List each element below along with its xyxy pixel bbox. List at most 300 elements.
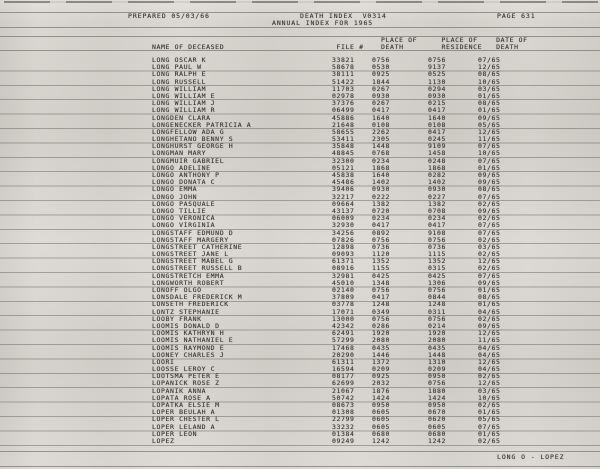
page-title: DEATH INDEX V0314 [300,12,387,20]
table-row [0,201,600,208]
cell-place-of-death: 1242 [372,436,391,445]
cell-date-of-death: 08/65 [478,70,501,79]
cell-date-of-death: 01/65 [478,408,501,417]
cell-place-of-death: 0605 [372,408,391,417]
cell-file-number: 13000 [332,314,355,323]
table-row [0,345,600,352]
cell-date-of-death: 09/65 [478,278,501,287]
cell-place-of-death: 1640 [372,113,391,122]
table-row [0,115,600,122]
cell-file-number: 39406 [332,185,355,194]
cell-date-of-death: 11/65 [478,135,501,144]
cell-file-number: 62699 [332,379,355,388]
cell-place-of-death: 2032 [372,379,391,388]
cell-name: LOPANICK ROSE Z [152,379,220,388]
cell-name: LONGSTREET RUSSELL B [152,264,243,273]
table-row [0,431,600,438]
table-row [0,265,600,272]
cell-name: LOPEZ [152,436,175,445]
table-row [0,309,600,316]
cell-place-of-death: 1424 [372,393,391,402]
cell-place-of-death: 0530 [372,63,391,72]
table-row [0,273,600,280]
cell-place-of-residence: 0108 [428,120,447,129]
cell-place-of-death: 0756 [372,235,391,244]
cell-place-of-death: 0756 [372,286,391,294]
cell-name: LONG OSCAR K [152,56,207,64]
cell-place-of-death: 0222 [372,192,391,201]
cell-name: LOPANIK ANNA [152,386,207,395]
col-header-date-of-death-1: DATE OF [496,36,528,44]
cell-file-number: 45010 [332,278,355,287]
cell-name: LONGENECKER PATRICIA A [152,120,252,129]
cell-place-of-death: 0267 [372,99,391,108]
cell-file-number: 37809 [332,293,355,302]
cell-name: LONGO TILLIE [152,206,207,215]
cell-date-of-death: 05/65 [478,415,501,424]
cell-place-of-residence: 0209 [428,365,447,374]
cell-place-of-residence: 0620 [428,415,447,424]
cell-place-of-death: 0756 [372,314,391,323]
cell-place-of-death: 2080 [372,336,391,345]
index-table-body [0,57,600,446]
cell-place-of-residence: 1115 [428,250,447,259]
cell-file-number: 05121 [332,163,355,172]
cell-file-number: 61371 [332,257,355,266]
cell-place-of-death: 0720 [372,206,391,215]
cell-name: LOPATA ROSE A [152,393,211,402]
cell-place-of-death: 0417 [372,106,391,115]
cell-date-of-death: 09/65 [478,171,501,179]
col-header-place-of-residence-2: RESIDENCE [441,43,483,52]
table-row [0,237,600,244]
cell-date-of-death: 04/65 [478,307,501,316]
table-row [0,79,600,86]
cell-file-number: 58655 [332,127,355,136]
cell-date-of-death: 04/65 [478,365,501,374]
cell-file-number: 45886 [332,113,355,122]
table-row [0,301,600,308]
cell-date-of-death: 02/65 [478,372,501,381]
name-range-footer: LONG O - LOPEZ [497,453,565,461]
cell-date-of-death: 04/65 [478,343,501,352]
cell-place-of-residence: 0756 [428,56,447,64]
cell-date-of-death: 09/65 [478,206,501,215]
cell-place-of-residence: 1402 [428,178,447,187]
table-row [0,136,600,143]
table-row [0,380,600,387]
cell-date-of-death: 01/65 [478,300,501,309]
cell-file-number: 07826 [332,235,355,244]
cell-place-of-residence: 1248 [428,300,447,309]
cell-place-of-residence: 0605 [428,422,447,431]
cell-place-of-residence: 0248 [428,156,447,165]
table-row [0,294,600,301]
cell-file-number: 45486 [332,178,355,187]
ruled-line [0,451,600,452]
cell-date-of-death: 02/65 [478,235,501,244]
cell-name: LONGMUIR GABRIEL [152,156,225,165]
cell-place-of-residence: 0311 [428,307,447,316]
table-row [0,316,600,323]
cell-place-of-death: 0234 [372,156,391,165]
cell-date-of-death: 12/65 [478,379,501,388]
cell-file-number: 32930 [332,221,355,230]
col-header-name: NAME OF DECEASED [152,43,225,52]
cell-name: LOPER LELAND A [152,422,216,431]
cell-place-of-residence: 0227 [428,192,447,201]
col-header-place-of-death-2: DEATH [381,43,404,52]
cell-place-of-residence: 1310 [428,357,447,366]
cell-place-of-residence: 9137 [428,63,447,72]
table-row [0,373,600,380]
cell-file-number: 32300 [332,156,355,165]
prepared-date-label: PREPARED 05/03/66 [128,12,210,20]
cell-place-of-residence: 0315 [428,264,447,273]
cell-place-of-death: 0756 [372,56,391,64]
cell-date-of-death: 03/65 [478,242,501,251]
cell-place-of-residence: 0670 [428,408,447,417]
cell-name: LONGO ANTHONY P [152,171,220,179]
cell-place-of-residence: 1880 [428,386,447,395]
cell-place-of-residence: 0756 [428,235,447,244]
cell-place-of-death: 0286 [372,321,391,330]
cell-file-number: 02140 [332,286,355,294]
cell-name: LOOSSE LEROY C [152,365,216,374]
cell-date-of-death: 11/65 [478,336,501,345]
table-row [0,287,600,294]
cell-name: LONGSTREET JANE L [152,250,229,259]
table-row [0,409,600,416]
cell-name: LONGO VERONICA [152,214,216,223]
cell-place-of-death: 0209 [372,365,391,374]
table-row [0,337,600,344]
table-row [0,438,600,445]
cell-name: LONGHETANO BENNY S [152,135,234,144]
cell-place-of-death: 0435 [372,343,391,352]
cell-place-of-death: 0930 [372,91,391,100]
cell-place-of-residence: 0525 [428,70,447,79]
cell-name: LOPER BEULAH A [152,408,216,417]
cell-name: LONGSTAFF MARGERY [152,235,229,244]
cell-name: LONGO PASQUALE [152,199,216,208]
cell-name: LONG WILLIAM E [152,91,216,100]
cell-name: LONGSTREET CATHERINE [152,242,243,251]
cell-file-number: 33821 [332,56,355,64]
cell-place-of-residence: 0756 [428,286,447,294]
cell-place-of-residence: 9109 [428,142,447,151]
cell-place-of-death: 1446 [372,350,391,359]
cell-place-of-residence: 0736 [428,242,447,251]
cell-place-of-death: 0736 [372,242,391,251]
cell-place-of-death: 1248 [372,300,391,309]
table-row [0,323,600,330]
col-header-place-of-death-1: PLACE OF [381,36,418,44]
cell-file-number: 06009 [332,214,355,223]
cell-place-of-death: 0680 [372,429,391,438]
cell-place-of-death: 1920 [372,329,391,338]
table-row [0,258,600,265]
cell-name: LOOMIS NATHANIEL E [152,336,234,345]
cell-place-of-residence: 0680 [428,429,447,438]
table-row [0,86,600,93]
cell-date-of-death: 02/65 [478,314,501,323]
cell-file-number: 09249 [332,436,355,445]
cell-file-number: 09093 [332,250,355,259]
cell-file-number: 03778 [332,300,355,309]
cell-date-of-death: 01/65 [478,429,501,438]
cell-file-number: 33232 [332,422,355,431]
cell-place-of-death: 0267 [372,84,391,93]
cell-file-number: 61311 [332,357,355,366]
cell-file-number: 21648 [332,120,355,129]
cell-date-of-death: 07/65 [478,192,501,201]
cell-place-of-residence: 9108 [428,228,447,237]
cell-place-of-death: 0417 [372,221,391,230]
table-row [0,330,600,337]
cell-file-number: 62491 [332,329,355,338]
table-row [0,215,600,222]
cell-name: LONOFF OLGO [152,286,202,294]
cell-name: LONGO ADELINE [152,163,211,172]
cell-file-number: 37376 [332,99,355,108]
cell-place-of-residence: 1424 [428,393,447,402]
cell-name: LOOMIS RAYMOND E [152,343,225,352]
cell-place-of-death: 1348 [372,278,391,287]
cell-date-of-death: 12/65 [478,63,501,72]
table-row [0,107,600,114]
cell-place-of-residence: 0950 [428,372,447,381]
cell-place-of-residence: 0844 [428,293,447,302]
cell-date-of-death: 08/65 [478,185,501,194]
cell-file-number: 17468 [332,343,355,352]
cell-name: LONGFELLOW ADA G [152,127,225,136]
cell-date-of-death: 02/65 [478,199,501,208]
cell-place-of-death: 0930 [372,185,391,194]
cell-name: LOPER CHESTER L [152,415,220,424]
cell-place-of-residence: 1306 [428,278,447,287]
cell-place-of-residence: 1920 [428,329,447,338]
cell-name: LOPATKA ELSIE M [152,401,220,409]
col-header-date-of-death-2: DEATH [496,43,519,52]
cell-name: LOPER LEON [152,429,198,438]
cell-place-of-death: 1844 [372,77,391,86]
cell-file-number: 32981 [332,271,355,280]
cell-place-of-residence: 2080 [428,336,447,345]
cell-date-of-death: 07/65 [478,142,501,151]
cell-date-of-death: 01/65 [478,163,501,172]
cell-place-of-residence: 1352 [428,257,447,266]
cell-place-of-residence: 1868 [428,163,447,172]
table-row [0,208,600,215]
cell-date-of-death: 02/65 [478,214,501,223]
cell-name: LONG RALPH E [152,70,207,79]
cell-file-number: 50742 [332,393,355,402]
table-row [0,165,600,172]
cell-date-of-death: 03/65 [478,84,501,93]
col-header-file-number: FILE # [336,43,364,52]
cell-name: LONG WILLIAM R [152,106,216,115]
page-subtitle: ANNUAL INDEX FOR 1965 [272,19,374,27]
table-row [0,150,600,157]
cell-date-of-death: 08/65 [478,99,501,108]
cell-place-of-death: 2262 [372,127,391,136]
cell-date-of-death: 01/65 [478,106,501,115]
cell-date-of-death: 09/65 [478,113,501,122]
cell-date-of-death: 02/65 [478,264,501,273]
cell-place-of-residence: 0425 [428,271,447,280]
cell-place-of-residence: 1640 [428,113,447,122]
table-row [0,359,600,366]
cell-date-of-death: 01/65 [478,91,501,100]
table-row [0,280,600,287]
cell-place-of-death: 0950 [372,401,391,409]
cell-place-of-death: 1640 [372,171,391,179]
table-row [0,172,600,179]
cell-place-of-death: 1402 [372,178,391,187]
cell-name: LOOMIS DONALD D [152,321,220,330]
cell-place-of-residence: 0435 [428,343,447,352]
cell-name: LOOBY FRANK [152,314,202,323]
cell-file-number: 35848 [332,142,355,151]
cell-date-of-death: 09/65 [478,321,501,330]
cell-place-of-death: 0349 [372,307,391,316]
cell-place-of-residence: 0417 [428,127,447,136]
table-row [0,402,600,409]
cell-file-number: 08916 [332,264,355,273]
table-row [0,100,600,107]
cell-date-of-death: 04/65 [478,350,501,359]
table-row [0,395,600,402]
cell-file-number: 11703 [332,84,355,93]
cell-file-number: 43137 [332,206,355,215]
cell-place-of-death: 1155 [372,264,391,273]
cell-file-number: 53411 [332,135,355,144]
page-number-label: PAGE 631 [497,12,536,20]
cell-date-of-death: 09/65 [478,178,501,187]
cell-date-of-death: 05/65 [478,120,501,129]
cell-date-of-death: 07/65 [478,271,501,280]
cell-name: LONG WILLIAM J [152,99,216,108]
cell-place-of-residence: 1242 [428,436,447,445]
table-column-headers [0,37,600,51]
cell-place-of-death: 0768 [372,149,391,158]
cell-file-number: 58678 [332,63,355,72]
cell-name: LONGWORTH ROBERT [152,278,225,287]
cell-place-of-death: 1382 [372,199,391,208]
cell-name: LOOTSMA PETER E [152,372,220,381]
cell-place-of-residence: 0417 [428,106,447,115]
cell-place-of-residence: 0930 [428,185,447,194]
cell-place-of-death: 1372 [372,357,391,366]
table-row [0,71,600,78]
cell-date-of-death: 07/65 [478,156,501,165]
cell-place-of-residence: 0214 [428,321,447,330]
cell-place-of-residence: 0756 [428,314,447,323]
cell-date-of-death: 12/65 [478,257,501,266]
cell-place-of-death: 0892 [372,228,391,237]
cell-name: LONGSTREET MABEL G [152,257,234,266]
table-row [0,57,600,64]
cell-file-number: 20290 [332,350,355,359]
cell-date-of-death: 12/65 [478,127,501,136]
cell-file-number: 09664 [332,199,355,208]
cell-name: LONGO JOHN [152,192,198,201]
cell-file-number: 34256 [332,228,355,237]
cell-file-number: 48845 [332,149,355,158]
cell-place-of-death: 0425 [372,271,391,280]
cell-name: LOONEY CHARLES J [152,350,225,359]
cell-place-of-death: 1448 [372,142,391,151]
cell-file-number: 32217 [332,192,355,201]
cell-name: LONGSTRETCH EMMA [152,271,225,280]
cell-place-of-death: 0605 [372,415,391,424]
cell-file-number: 01384 [332,429,355,438]
table-row [0,194,600,201]
cell-file-number: 02978 [332,91,355,100]
cell-name: LONGMAN MARY [152,149,207,158]
cell-file-number: 42342 [332,321,355,330]
cell-file-number: 22799 [332,415,355,424]
cell-place-of-residence: 1130 [428,77,447,86]
table-row [0,424,600,431]
cell-file-number: 38111 [332,70,355,79]
cell-place-of-death: 1876 [372,386,391,395]
cell-name: LONG PAUL W [152,63,202,72]
cell-name: LOORI [152,357,175,366]
cell-date-of-death: 10/65 [478,149,501,158]
cell-place-of-death: 2305 [372,135,391,144]
cell-date-of-death: 07/65 [478,221,501,230]
table-row [0,129,600,136]
cell-place-of-residence: 0215 [428,99,447,108]
cell-date-of-death: 12/65 [478,357,501,366]
table-row [0,244,600,251]
cell-place-of-residence: 0708 [428,206,447,215]
table-row [0,93,600,100]
cell-place-of-death: 0417 [372,293,391,302]
cell-date-of-death: 10/65 [478,393,501,402]
table-row [0,251,600,258]
cell-date-of-death: 02/65 [478,250,501,259]
cell-place-of-residence: 0417 [428,221,447,230]
cell-place-of-death: 0925 [372,70,391,79]
table-row [0,158,600,165]
cell-name: LONGO DONATA C [152,178,216,187]
cell-place-of-residence: 1382 [428,199,447,208]
cell-date-of-death: 12/65 [478,329,501,338]
cell-file-number: 01308 [332,408,355,417]
cell-name: LONGHURST GEORGE H [152,142,234,151]
table-row [0,230,600,237]
cell-name: LONGSTAFF EDMUND D [152,228,234,237]
table-row [0,352,600,359]
cell-place-of-death: 1868 [372,163,391,172]
cell-date-of-death: 03/65 [478,386,501,395]
cell-date-of-death: 07/65 [478,56,501,64]
cell-date-of-death: 02/65 [478,401,501,409]
cell-file-number: 57299 [332,336,355,345]
cell-file-number: 08673 [332,401,355,409]
table-row [0,64,600,71]
cell-place-of-residence: 1448 [428,350,447,359]
cell-file-number: 06499 [332,106,355,115]
col-header-place-of-residence-1: PLACE OF [441,36,478,44]
cell-place-of-death: 1352 [372,257,391,266]
table-row [0,388,600,395]
cell-place-of-residence: 0950 [428,401,447,409]
cell-place-of-death: 0925 [372,372,391,381]
